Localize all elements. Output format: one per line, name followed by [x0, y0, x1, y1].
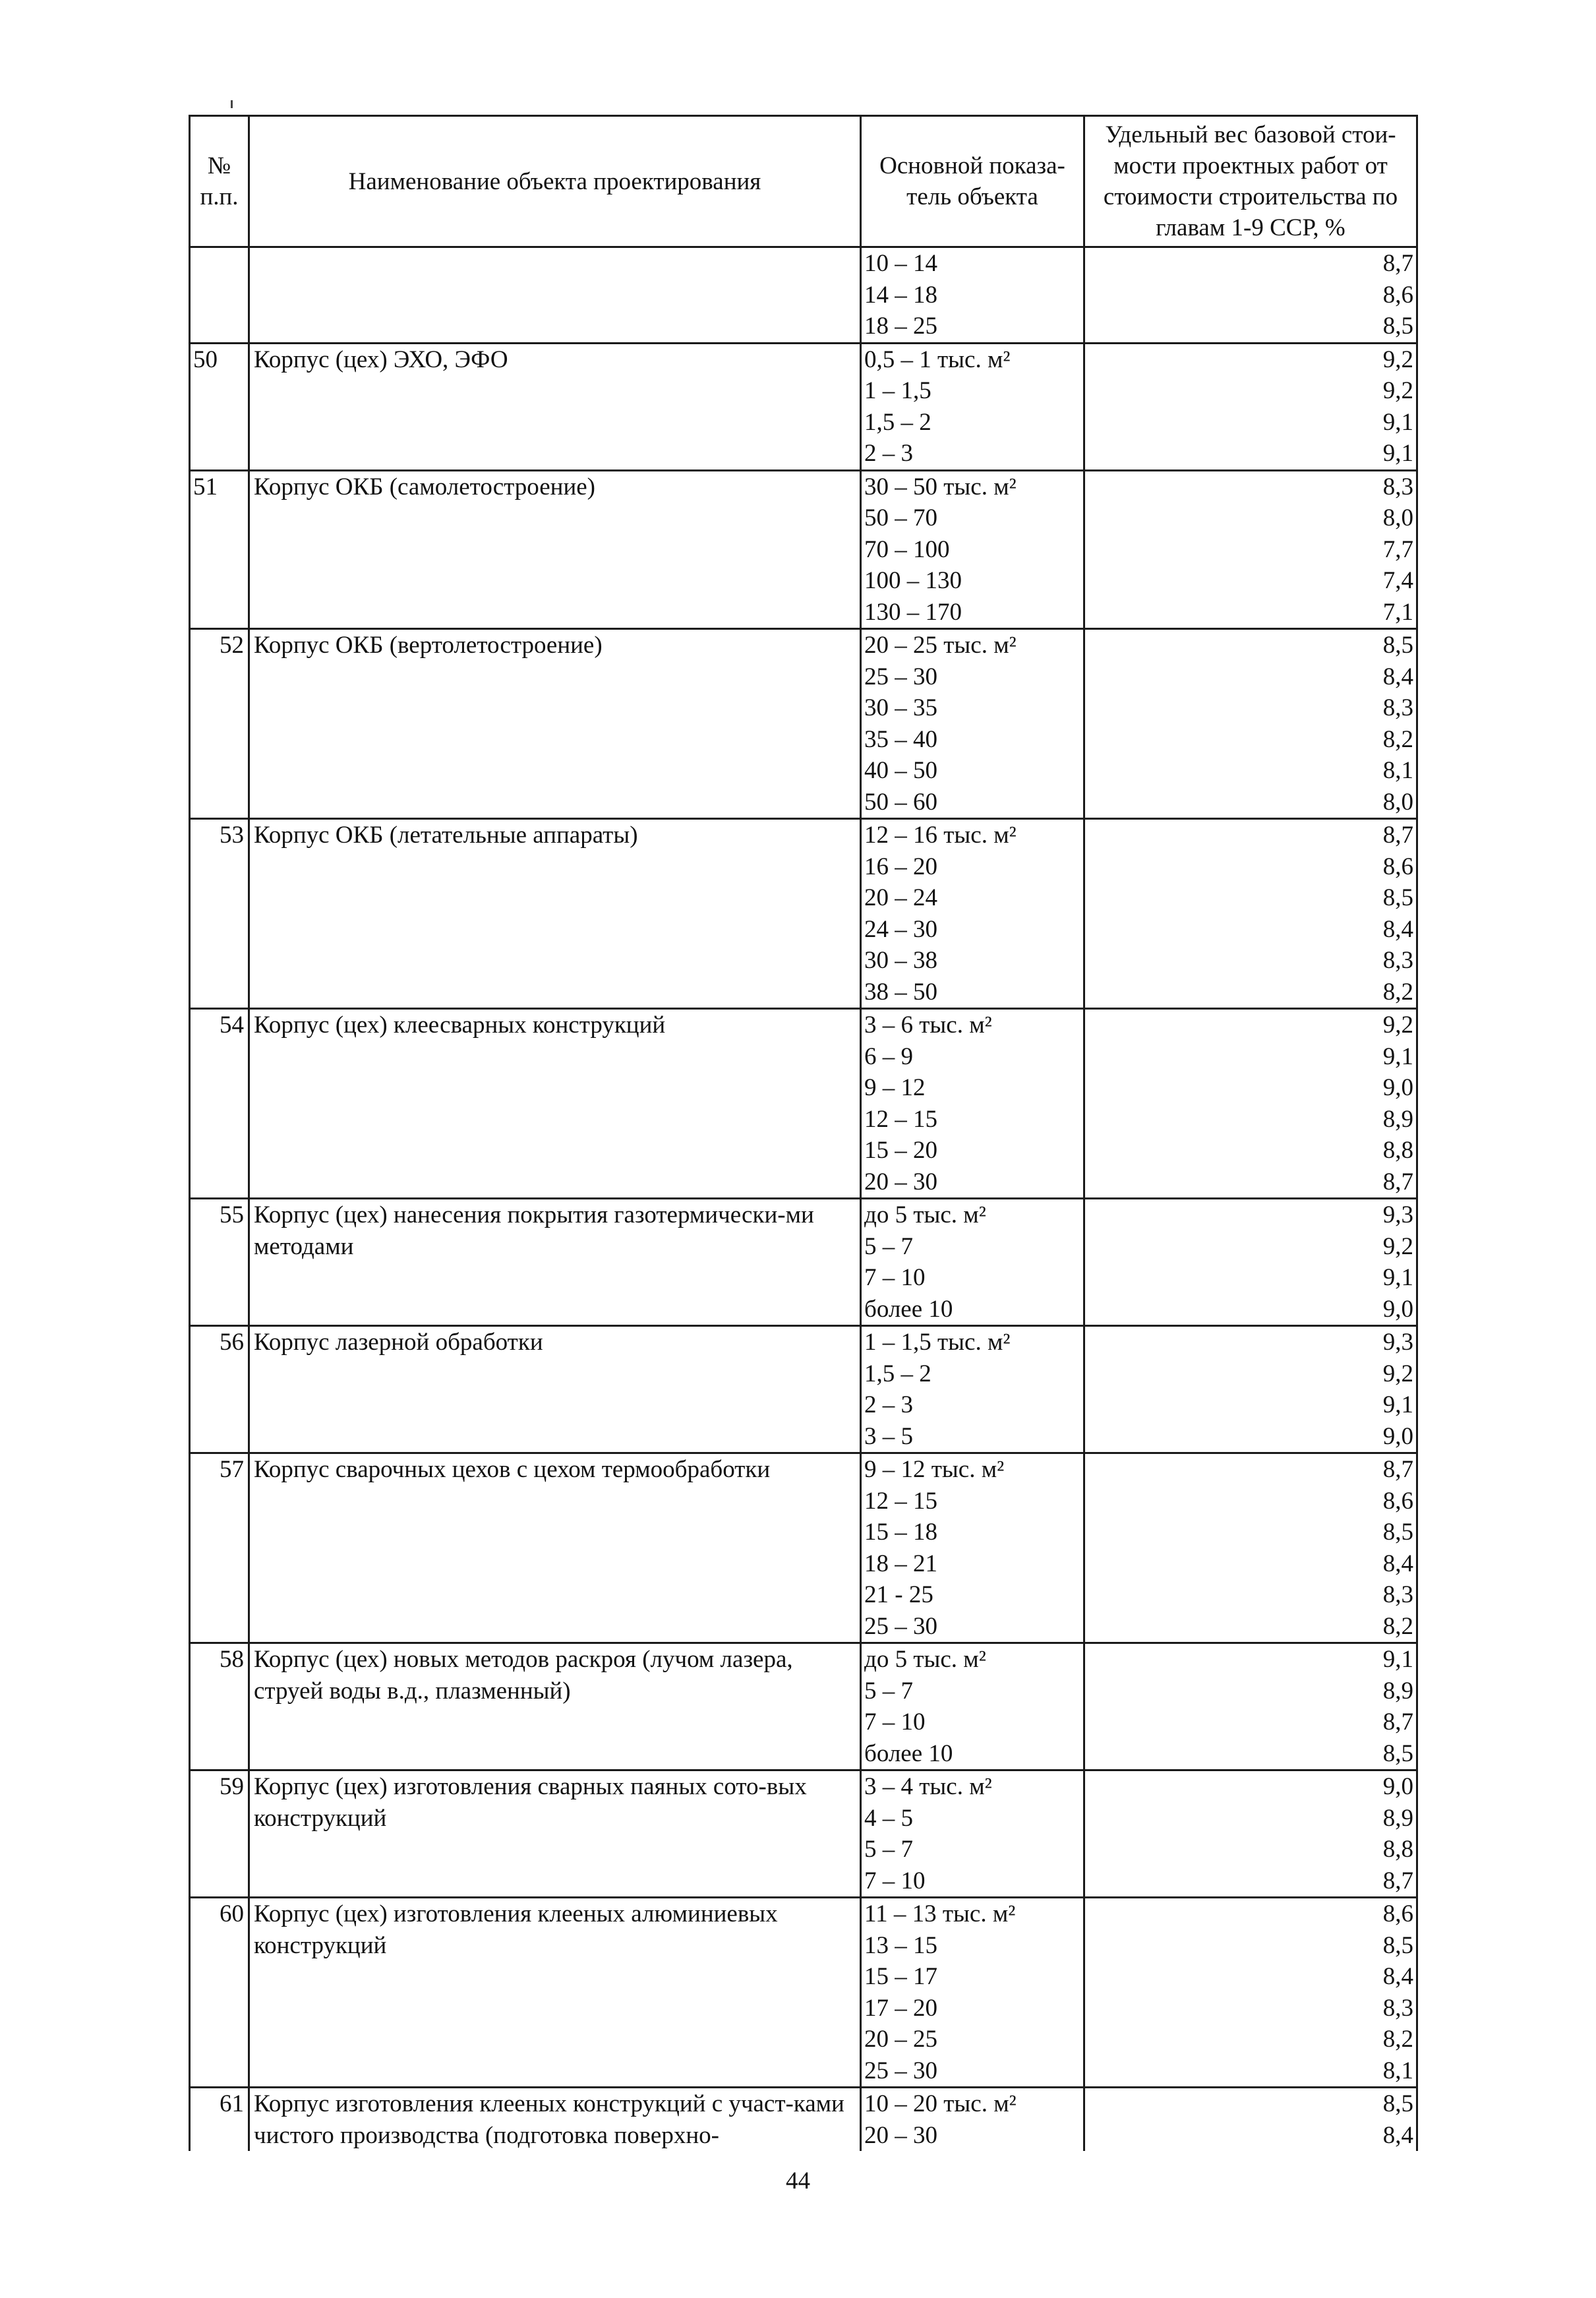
cost-share-value: 8,5	[1084, 1930, 1417, 1962]
cost-share-value: 7,1	[1084, 597, 1417, 629]
cost-share-value: 8,5	[1084, 882, 1417, 914]
header-number: № п.п.	[190, 116, 249, 247]
table-row	[190, 1643, 1417, 1676]
cost-share-value: 8,7	[1084, 1453, 1417, 1486]
cost-share-value: 8,7	[1084, 1166, 1417, 1199]
object-name: Корпус ОКБ (самолетостроение)	[249, 470, 861, 629]
table-row	[190, 247, 1417, 280]
indicator-value: 12 – 15	[861, 1486, 1084, 1517]
cost-share-value: 8,6	[1084, 851, 1417, 883]
indicator-value: 20 – 25	[861, 2024, 1084, 2055]
cost-share-value: 9,1	[1084, 1643, 1417, 1676]
indicator-value: 3 – 6 тыс. м²	[861, 1009, 1084, 1041]
cost-share-value: 8,9	[1084, 1104, 1417, 1135]
cost-share-value: 9,1	[1084, 1389, 1417, 1421]
table-row	[190, 1009, 1417, 1041]
indicator-value: 1,5 – 2	[861, 1358, 1084, 1390]
cost-share-value: 9,0	[1084, 1421, 1417, 1453]
indicator-value: 7 – 10	[861, 1262, 1084, 1294]
cost-share-value: 8,7	[1084, 1707, 1417, 1738]
cost-share-value: 8,6	[1084, 1486, 1417, 1517]
indicator-value: 30 – 50 тыс. м²	[861, 470, 1084, 502]
indicator-value: до 5 тыс. м²	[861, 1199, 1084, 1231]
cost-share-value: 8,5	[1084, 1517, 1417, 1548]
indicator-value: 11 – 13 тыс. м²	[861, 1898, 1084, 1930]
indicator-value: 7 – 10	[861, 1707, 1084, 1738]
cost-share-value: 8,9	[1084, 1803, 1417, 1834]
cost-share-value: 9,3	[1084, 1199, 1417, 1231]
cost-share-value: 8,2	[1084, 977, 1417, 1009]
cost-share-value: 9,1	[1084, 407, 1417, 438]
indicator-value: 7 – 10	[861, 1865, 1084, 1898]
indicator-value: 40 – 50	[861, 755, 1084, 787]
cost-share-value: 8,6	[1084, 1898, 1417, 1930]
indicator-value: 15 – 18	[861, 1517, 1084, 1548]
indicator-value: 5 – 7	[861, 1231, 1084, 1263]
cost-share-value: 8,4	[1084, 1548, 1417, 1580]
cost-share-value: 8,3	[1084, 1579, 1417, 1611]
indicator-value: 18 – 25	[861, 311, 1084, 343]
cost-share-value: 8,8	[1084, 1834, 1417, 1865]
cost-share-value: 9,0	[1084, 1770, 1417, 1803]
cost-share-value: 9,2	[1084, 1231, 1417, 1263]
cost-share-value: 7,4	[1084, 565, 1417, 597]
indicator-value: 38 – 50	[861, 977, 1084, 1009]
cost-share-value: 8,5	[1084, 1738, 1417, 1770]
cost-share-value: 8,4	[1084, 2120, 1417, 2152]
indicator-value: 2 – 3	[861, 1389, 1084, 1421]
indicator-value: 20 – 25 тыс. м²	[861, 629, 1084, 661]
table-row	[190, 343, 1417, 375]
cost-share-value: 8,4	[1084, 914, 1417, 946]
indicator-value: 12 – 15	[861, 1104, 1084, 1135]
row-number: 52	[190, 629, 249, 819]
indicator-value: 12 – 16 тыс. м²	[861, 819, 1084, 851]
cost-share-value: 8,3	[1084, 945, 1417, 977]
indicator-value: 70 – 100	[861, 534, 1084, 566]
indicator-value: 21 - 25	[861, 1579, 1084, 1611]
row-number: 53	[190, 819, 249, 1009]
table-row	[190, 1326, 1417, 1358]
row-number: 55	[190, 1199, 249, 1326]
table-row	[190, 470, 1417, 502]
row-number: 59	[190, 1770, 249, 1898]
row-number: 61	[190, 2088, 249, 2152]
cost-share-value: 8,3	[1084, 1993, 1417, 2024]
cost-share-value: 9,2	[1084, 1358, 1417, 1390]
cost-share-value: 8,5	[1084, 629, 1417, 661]
indicator-value: 130 – 170	[861, 597, 1084, 629]
indicator-value: 18 – 21	[861, 1548, 1084, 1580]
indicator-value: 9 – 12	[861, 1072, 1084, 1104]
object-name: Корпус лазерной обработки	[249, 1326, 861, 1453]
indicator-value: 100 – 130	[861, 565, 1084, 597]
cost-share-value: 8,7	[1084, 247, 1417, 280]
table-row	[190, 1453, 1417, 1486]
row-number: 57	[190, 1453, 249, 1643]
object-name: Корпус (цех) изготовления сварных паяных сото-вых конструкций	[249, 1770, 861, 1898]
cost-share-value: 8,5	[1084, 2088, 1417, 2120]
header-object-name: Наименование объекта проектирования	[249, 116, 861, 247]
row-number: 54	[190, 1009, 249, 1199]
object-name: Корпус (цех) изготовления клееных алюминиевых конструкций	[249, 1898, 861, 2088]
indicator-value: 50 – 70	[861, 502, 1084, 534]
indicator-value: 35 – 40	[861, 724, 1084, 756]
table-row	[190, 1770, 1417, 1803]
cost-share-value: 8,5	[1084, 311, 1417, 343]
indicator-value: 25 – 30	[861, 2055, 1084, 2088]
cost-share-table	[189, 115, 1418, 2151]
indicator-value: 5 – 7	[861, 1834, 1084, 1865]
table-body	[190, 247, 1417, 2152]
row-number: 60	[190, 1898, 249, 2088]
indicator-value: 25 – 30	[861, 1611, 1084, 1643]
indicator-value: 2 – 3	[861, 438, 1084, 470]
cost-share-value: 8,0	[1084, 787, 1417, 819]
cost-share-value: 9,1	[1084, 438, 1417, 470]
cost-share-value: 9,2	[1084, 343, 1417, 375]
row-number: 56	[190, 1326, 249, 1453]
indicator-value: 20 – 24	[861, 882, 1084, 914]
indicator-value: 10 – 20 тыс. м²	[861, 2088, 1084, 2120]
row-number: 58	[190, 1643, 249, 1770]
indicator-value: более 10	[861, 1294, 1084, 1326]
object-name: Корпус (цех) новых методов раскроя (лучом лазера, струей воды в.д., плазменный)	[249, 1643, 861, 1770]
object-name: Корпус (цех) ЭХО, ЭФО	[249, 343, 861, 470]
indicator-value: 4 – 5	[861, 1803, 1084, 1834]
indicator-value: 20 – 30	[861, 1166, 1084, 1199]
table-row	[190, 1199, 1417, 1231]
header-cost-share: Удельный вес базовой стои-мости проектных работ от стоимости строительства по главам 1-9 ССР, %	[1084, 116, 1417, 247]
cost-share-value: 8,2	[1084, 724, 1417, 756]
indicator-value: 24 – 30	[861, 914, 1084, 946]
indicator-value: 13 – 15	[861, 1930, 1084, 1962]
cost-share-value: 9,3	[1084, 1326, 1417, 1358]
indicator-value: 50 – 60	[861, 787, 1084, 819]
row-number: 50	[190, 343, 249, 470]
indicator-value: до 5 тыс. м²	[861, 1643, 1084, 1676]
indicator-value: 6 – 9	[861, 1041, 1084, 1073]
indicator-value: 1 – 1,5 тыс. м²	[861, 1326, 1084, 1358]
object-name	[249, 247, 861, 344]
cost-share-value: 8,7	[1084, 819, 1417, 851]
cost-share-value: 8,4	[1084, 661, 1417, 693]
indicator-value: 15 – 20	[861, 1135, 1084, 1166]
indicator-value: 25 – 30	[861, 661, 1084, 693]
cost-share-value: 7,7	[1084, 534, 1417, 566]
indicator-value: 10 – 14	[861, 247, 1084, 280]
indicator-value: 30 – 38	[861, 945, 1084, 977]
object-name: Корпус ОКБ (летательные аппараты)	[249, 819, 861, 1009]
indicator-value: 17 – 20	[861, 1993, 1084, 2024]
cost-share-value: 8,6	[1084, 280, 1417, 311]
cost-share-value: 8,4	[1084, 1961, 1417, 1993]
indicator-value: 5 – 7	[861, 1676, 1084, 1707]
indicator-value: более 10	[861, 1738, 1084, 1770]
indicator-value: 20 – 30	[861, 2120, 1084, 2152]
cost-share-value: 9,0	[1084, 1294, 1417, 1326]
cost-share-value: 8,1	[1084, 2055, 1417, 2088]
cost-share-value: 9,2	[1084, 1009, 1417, 1041]
cost-share-value: 8,7	[1084, 1865, 1417, 1898]
cost-share-value: 8,9	[1084, 1676, 1417, 1707]
cost-share-value: 8,2	[1084, 1611, 1417, 1643]
cost-share-value: 8,1	[1084, 755, 1417, 787]
indicator-value: 14 – 18	[861, 280, 1084, 311]
object-name: Корпус ОКБ (вертолетостроение)	[249, 629, 861, 819]
indicator-value: 9 – 12 тыс. м²	[861, 1453, 1084, 1486]
indicator-value: 16 – 20	[861, 851, 1084, 883]
indicator-value: 3 – 4 тыс. м²	[861, 1770, 1084, 1803]
indicator-value: 30 – 35	[861, 692, 1084, 724]
table-header-row	[190, 116, 1417, 247]
cost-share-value: 8,3	[1084, 470, 1417, 502]
indicator-value: 15 – 17	[861, 1961, 1084, 1993]
object-name: Корпус (цех) нанесения покрытия газотермически-ми методами	[249, 1199, 861, 1326]
row-number: 51	[190, 470, 249, 629]
page-number: 44	[786, 2167, 810, 2194]
header-indicator: Основной показа-тель объекта	[861, 116, 1084, 247]
indicator-value: 1 – 1,5	[861, 375, 1084, 407]
table-row	[190, 1898, 1417, 1930]
table-row	[190, 629, 1417, 661]
scan-mark	[231, 100, 233, 108]
object-name: Корпус сварочных цехов с цехом термообработки	[249, 1453, 861, 1643]
indicator-value: 1,5 – 2	[861, 407, 1084, 438]
cost-share-value: 8,3	[1084, 692, 1417, 724]
indicator-value: 0,5 – 1 тыс. м²	[861, 343, 1084, 375]
table-row	[190, 819, 1417, 851]
object-name: Корпус (цех) клеесварных конструкций	[249, 1009, 861, 1199]
row-number	[190, 247, 249, 344]
cost-share-value: 9,1	[1084, 1041, 1417, 1073]
cost-share-value: 8,8	[1084, 1135, 1417, 1166]
table-row	[190, 2088, 1417, 2120]
cost-share-value: 9,1	[1084, 1262, 1417, 1294]
cost-share-value: 9,0	[1084, 1072, 1417, 1104]
cost-share-value: 8,2	[1084, 2024, 1417, 2055]
cost-share-value: 9,2	[1084, 375, 1417, 407]
cost-share-value: 8,0	[1084, 502, 1417, 534]
object-name: Корпус изготовления клееных конструкций с участ-ками чистого производства (подготовка поверхно-	[249, 2088, 861, 2152]
indicator-value: 3 – 5	[861, 1421, 1084, 1453]
